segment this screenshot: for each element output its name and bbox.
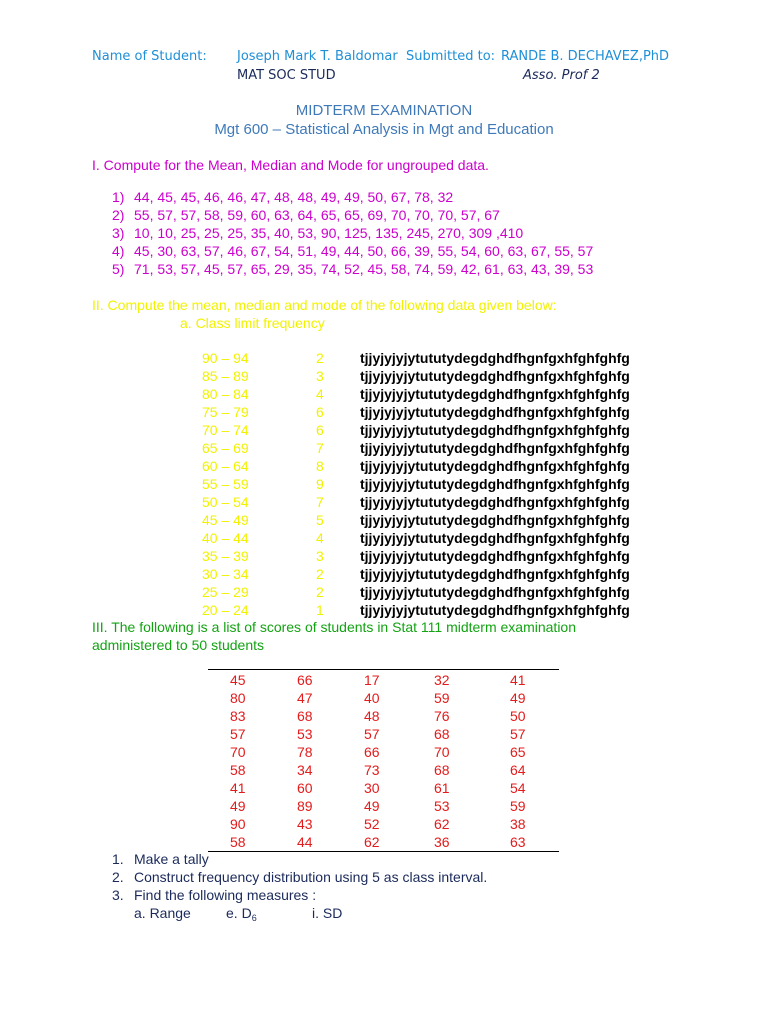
score-cell: 49 <box>364 798 380 814</box>
table-row <box>208 707 559 725</box>
frequency: 8 <box>316 458 324 474</box>
score-cell: 70 <box>230 744 246 760</box>
score-cell: 65 <box>510 744 526 760</box>
part3-instruction-line1: III. The following is a list of scores of students in Stat 111 midterm examination <box>92 619 577 635</box>
frequency: 6 <box>316 422 324 438</box>
student-name: Joseph Mark T. Baldomar <box>237 49 398 64</box>
class-limit: 20 – 24 <box>202 602 249 618</box>
score-cell: 58 <box>230 834 246 850</box>
table-row <box>202 529 672 547</box>
score-cell: 41 <box>230 780 246 796</box>
score-cell: 59 <box>510 798 526 814</box>
score-cell: 58 <box>230 762 246 778</box>
table-row <box>202 583 672 601</box>
filler-text: tjjyjyjyjytututydegdghdfhgnfgxhfghfghfg <box>360 404 630 420</box>
filler-text: tjjyjyjyjytututydegdghdfhgnfgxhfghfghfg <box>360 422 630 438</box>
score-cell: 38 <box>510 816 526 832</box>
filler-text: tjjyjyjyjytututydegdghdfhgnfgxhfghfghfg <box>360 350 630 366</box>
measure-decile: e. $D_6$ <box>226 905 257 923</box>
frequency: 3 <box>316 548 324 564</box>
table-row <box>202 511 672 529</box>
score-cell: 53 <box>297 726 313 742</box>
score-cell: 53 <box>434 798 450 814</box>
score-cell: 54 <box>510 780 526 796</box>
table-row <box>202 439 672 457</box>
score-cell: 61 <box>434 780 450 796</box>
score-cell: 57 <box>510 726 526 742</box>
filler-text: tjjyjyjyjytututydegdghdfhgnfgxhfghfghfg <box>360 566 630 582</box>
class-limit: 90 – 94 <box>202 350 249 366</box>
score-cell: 63 <box>510 834 526 850</box>
score-cell: 62 <box>434 816 450 832</box>
score-cell: 49 <box>510 690 526 706</box>
position: Asso. Prof 2 <box>523 68 600 83</box>
score-cell: 78 <box>297 744 313 760</box>
filler-text: tjjyjyjyjytututydegdghdfhgnfgxhfghfghfg <box>360 548 630 564</box>
score-cell: 44 <box>297 834 313 850</box>
frequency: 4 <box>316 530 324 546</box>
table-row <box>202 547 672 565</box>
list-item: 1. Make a tally <box>112 851 209 867</box>
score-cell: 90 <box>230 816 246 832</box>
table-row <box>208 797 559 815</box>
score-cell: 41 <box>510 672 526 688</box>
list-item: 4) 45, 30, 63, 57, 46, 67, 54, 51, 49, 44, 50, 66, 39, 55, 54, 60, 63, 67, 55, 57 <box>112 243 594 259</box>
class-limit: 85 – 89 <box>202 368 249 384</box>
frequency-table <box>202 349 672 619</box>
score-cell: 45 <box>230 672 246 688</box>
class-limit: 60 – 64 <box>202 458 249 474</box>
table-top-rule <box>208 669 559 670</box>
score-cell: 57 <box>364 726 380 742</box>
program: MAT SOC STUD <box>237 68 336 83</box>
part3-instruction-line2: administered to 50 students <box>92 637 264 653</box>
table-row <box>208 671 559 689</box>
list-item: 2. Construct frequency distribution using 5 as class interval. <box>112 869 488 885</box>
table-row <box>208 833 559 851</box>
measure-sd: i. SD <box>312 905 343 921</box>
table-row <box>202 367 672 385</box>
filler-text: tjjyjyjyjytututydegdghdfhgnfgxhfghfghfg <box>360 476 630 492</box>
table-row <box>208 761 559 779</box>
scores-table <box>208 671 559 851</box>
class-limit: 30 – 34 <box>202 566 249 582</box>
class-limit: 40 – 44 <box>202 530 249 546</box>
class-limit: 55 – 59 <box>202 476 249 492</box>
frequency: 5 <box>316 512 324 528</box>
filler-text: tjjyjyjyjytututydegdghdfhgnfgxhfghfghfg <box>360 584 630 600</box>
filler-text: tjjyjyjyjytututydegdghdfhgnfgxhfghfghfg <box>360 494 630 510</box>
submitted-name: RANDE B. DECHAVEZ,PhD <box>501 49 670 64</box>
submitted-label: Submitted to: <box>406 49 496 64</box>
score-cell: 59 <box>434 690 450 706</box>
table-row <box>202 565 672 583</box>
score-cell: 68 <box>434 762 450 778</box>
score-cell: 76 <box>434 708 450 724</box>
table-row <box>208 743 559 761</box>
course-title: Mgt 600 – Statistical Analysis in Mgt and Education <box>214 121 554 138</box>
filler-text: tjjyjyjyjytututydegdghdfhgnfgxhfghfghfg <box>360 440 630 456</box>
score-cell: 50 <box>510 708 526 724</box>
score-cell: 60 <box>297 780 313 796</box>
table-row <box>202 475 672 493</box>
student-label: Name of Student: <box>92 49 207 64</box>
score-cell: 32 <box>434 672 450 688</box>
measure-range: a. Range <box>134 905 191 921</box>
score-cell: 70 <box>434 744 450 760</box>
score-cell: 40 <box>364 690 380 706</box>
list-item: 3) 10, 10, 25, 25, 25, 35, 40, 53, 90, 125, 135, 245, 270, 309 ,410 <box>112 225 524 241</box>
score-cell: 83 <box>230 708 246 724</box>
class-limit: 50 – 54 <box>202 494 249 510</box>
score-cell: 49 <box>230 798 246 814</box>
class-limit: 45 – 49 <box>202 512 249 528</box>
list-item: 5) 71, 53, 57, 45, 57, 65, 29, 35, 74, 52, 45, 58, 74, 59, 42, 61, 63, 43, 39, 53 <box>112 261 594 277</box>
score-cell: 30 <box>364 780 380 796</box>
filler-text: tjjyjyjyjytututydegdghdfhgnfgxhfghfghfg <box>360 386 630 402</box>
frequency: 2 <box>316 584 324 600</box>
score-cell: 52 <box>364 816 380 832</box>
frequency: 2 <box>316 566 324 582</box>
frequency: 9 <box>316 476 324 492</box>
score-cell: 57 <box>230 726 246 742</box>
score-cell: 36 <box>434 834 450 850</box>
score-cell: 66 <box>364 744 380 760</box>
score-cell: 47 <box>297 690 313 706</box>
exam-title: MIDTERM EXAMINATION <box>295 102 473 119</box>
score-cell: 64 <box>510 762 526 778</box>
filler-text: tjjyjyjyjytututydegdghdfhgnfgxhfghfghfg <box>360 530 630 546</box>
class-limit: 65 – 69 <box>202 440 249 456</box>
class-limit: 25 – 29 <box>202 584 249 600</box>
frequency: 4 <box>316 386 324 402</box>
list-item: 2) 55, 57, 57, 58, 59, 60, 63, 64, 65, 65, 69, 70, 70, 70, 57, 67 <box>112 207 500 223</box>
score-cell: 62 <box>364 834 380 850</box>
filler-text: tjjyjyjyjytututydegdghdfhgnfgxhfghfghfg <box>360 368 630 384</box>
part2-instruction: II. Compute the mean, median and mode of the following data given below: <box>92 297 557 313</box>
table-row <box>202 601 672 619</box>
table-row <box>202 457 672 475</box>
frequency: 3 <box>316 368 324 384</box>
part1-list <box>112 188 593 278</box>
score-cell: 34 <box>297 762 313 778</box>
table-row <box>202 403 672 421</box>
task-list <box>112 850 487 904</box>
table-row <box>208 815 559 833</box>
score-cell: 48 <box>364 708 380 724</box>
frequency: 2 <box>316 350 324 366</box>
table-row <box>202 385 672 403</box>
table-row <box>202 349 672 367</box>
frequency: 7 <box>316 494 324 510</box>
score-cell: 66 <box>297 672 313 688</box>
score-cell: 68 <box>297 708 313 724</box>
table-row <box>208 779 559 797</box>
score-cell: 68 <box>434 726 450 742</box>
table-row <box>208 689 559 707</box>
filler-text: tjjyjyjyjytututydegdghdfhgnfgxhfghfghfg <box>360 512 630 528</box>
list-item: 3. Find the following measures : <box>112 887 317 903</box>
score-cell: 89 <box>297 798 313 814</box>
filler-text: tjjyjyjyjytututydegdghdfhgnfgxhfghfghfg <box>360 602 630 618</box>
class-limit: 80 – 84 <box>202 386 249 402</box>
score-cell: 73 <box>364 762 380 778</box>
filler-text: tjjyjyjyjytututydegdghdfhgnfgxhfghfghfg <box>360 458 630 474</box>
part1-instruction: I. Compute for the Mean, Median and Mode for ungrouped data. <box>92 157 489 173</box>
table-row <box>208 725 559 743</box>
score-cell: 80 <box>230 690 246 706</box>
frequency: 6 <box>316 404 324 420</box>
table-row <box>202 421 672 439</box>
list-item: 1) 44, 45, 45, 46, 46, 47, 48, 48, 49, 49, 50, 67, 78, 32 <box>112 189 454 205</box>
frequency: 1 <box>316 602 324 618</box>
class-limit: 70 – 74 <box>202 422 249 438</box>
table-row <box>202 493 672 511</box>
score-cell: 43 <box>297 816 313 832</box>
class-limit: 75 – 79 <box>202 404 249 420</box>
part2-subheading: a. Class limit frequency <box>180 315 325 331</box>
class-limit: 35 – 39 <box>202 548 249 564</box>
frequency: 7 <box>316 440 324 456</box>
score-cell: 17 <box>364 672 380 688</box>
